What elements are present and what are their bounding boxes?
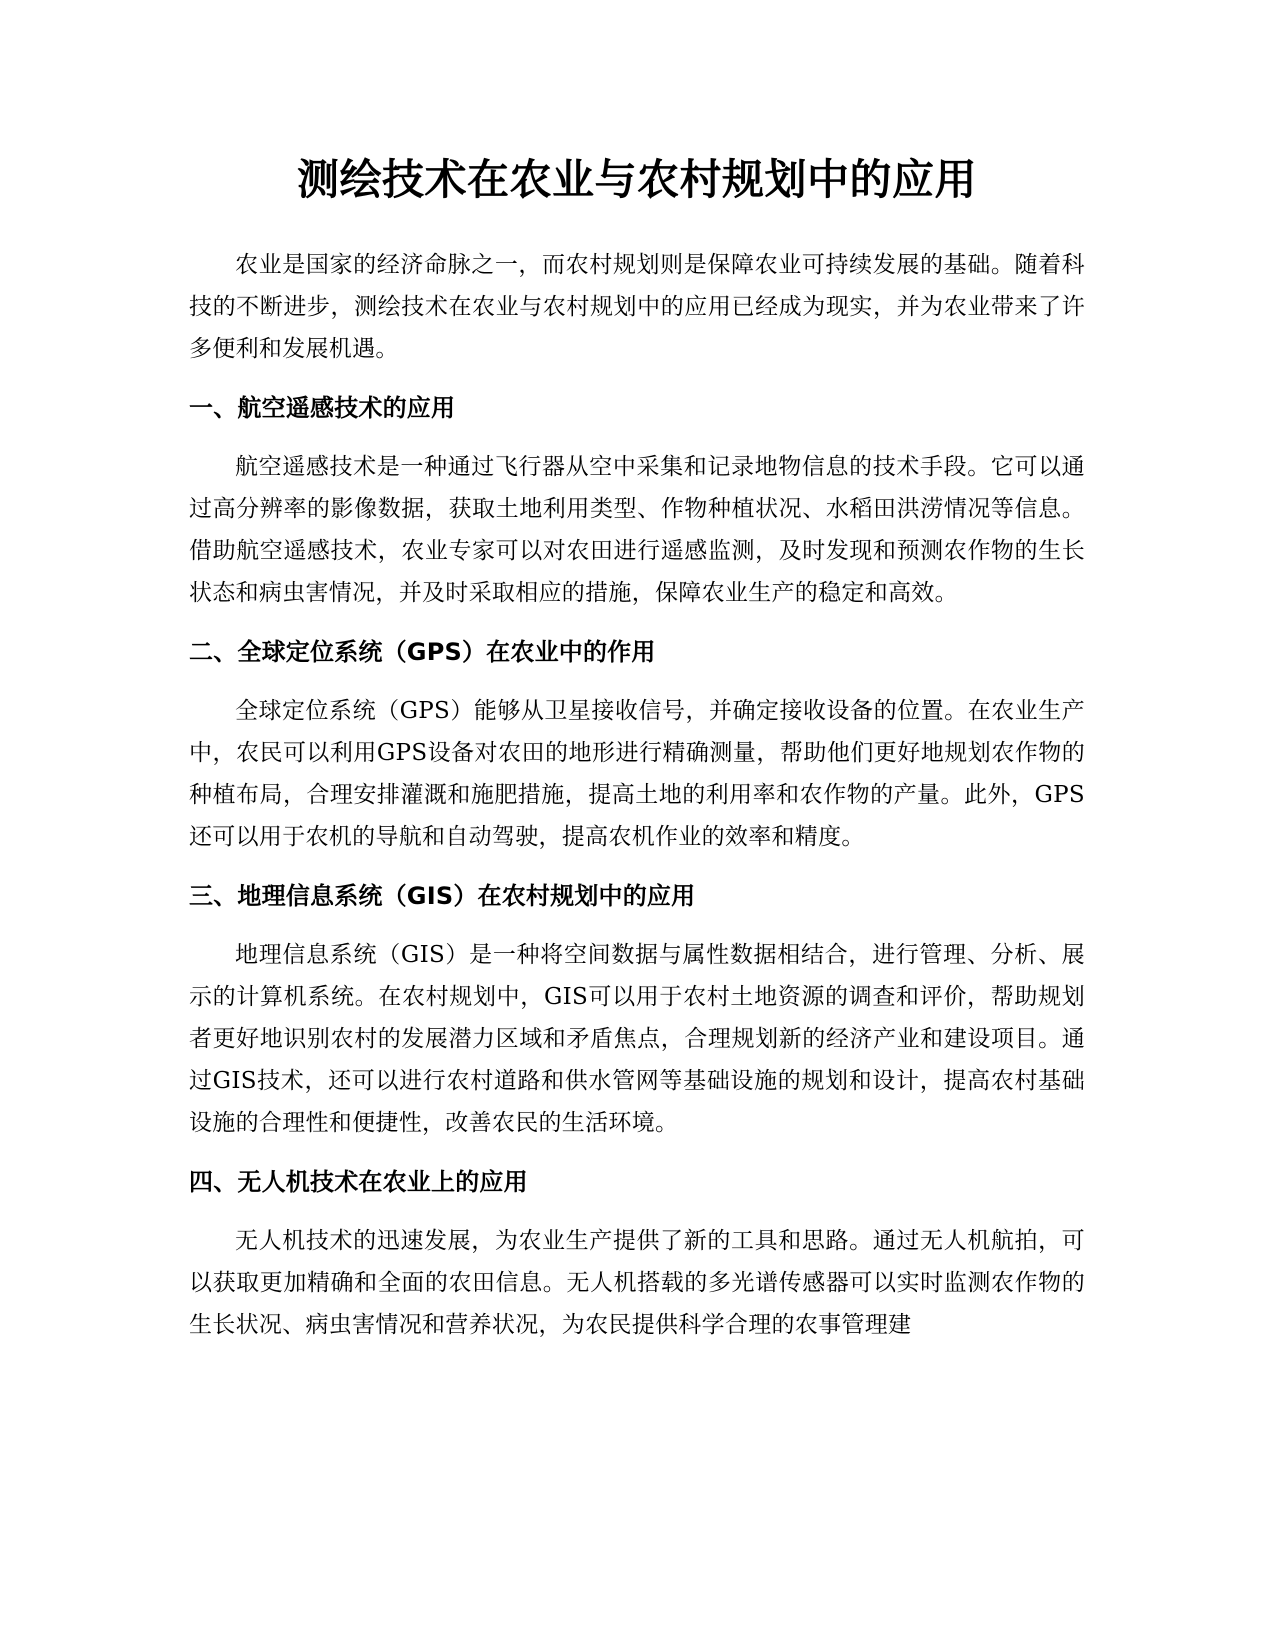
section-body-aerial-remote-sensing: 航空遥感技术是一种通过飞行器从空中采集和记录地物信息的技术手段。它可以通过高分辨率的影像数据，获取土地利用类型、作物种植状况、水稻田洪涝情况等信息。借助航空遥感技术，农业专家可以对农田进行遥感监测，及时发现和预测农作物的生长状态和病虫害情况，并及时采取相应的措施，保障农业生产的稳定和高效。 — [189, 454, 1085, 606]
section-body-drone: 无人机技术的迅速发展，为农业生产提供了新的工具和思路。通过无人机航拍，可以获取更加精确和全面的农田信息。无人机搭载的多光谱传感器可以实时监测农作物的生长状况、病虫害情况和营养状况，为农民提供科学合理的农事管理建 — [189, 1228, 1085, 1338]
section-heading-aerial-remote-sensing: 一、航空遥感技术的应用 — [189, 394, 456, 422]
document-title: 测绘技术在农业与农村规划中的应用 — [296, 155, 977, 204]
section-heading-gps: 二、全球定位系统（GPS）在农业中的作用 — [189, 638, 656, 666]
section-heading-gis: 三、地理信息系统（GIS）在农村规划中的应用 — [189, 882, 696, 910]
section-body-gis: 地理信息系统（GIS）是一种将空间数据与属性数据相结合，进行管理、分析、展示的计算机系统。在农村规划中，GIS可以用于农村土地资源的调查和评价，帮助规划者更好地识别农村的发展潜力区域和矛盾焦点，合理规划新的经济产业和建设项目。通过GIS技术，还可以进行农村道路和供水管网等基础设施的规划和设计，提高农村基础设施的合理性和便捷性，改善农民的生活环境。 — [189, 942, 1085, 1136]
section-heading-drone: 四、无人机技术在农业上的应用 — [189, 1168, 528, 1196]
section-body-gps: 全球定位系统（GPS）能够从卫星接收信号，并确定接收设备的位置。在农业生产中，农民可以利用GPS设备对农田的地形进行精确测量，帮助他们更好地规划农作物的种植布局，合理安排灌溉和施肥措施，提高土地的利用率和农作物的产量。此外，GPS还可以用于农机的导航和自动驾驶，提高农机作业的效率和精度。 — [189, 698, 1085, 850]
intro-paragraph: 农业是国家的经济命脉之一，而农村规划则是保障农业可持续发展的基础。随着科技的不断进步，测绘技术在农业与农村规划中的应用已经成为现实，并为农业带来了许多便利和发展机遇。 — [189, 252, 1085, 362]
